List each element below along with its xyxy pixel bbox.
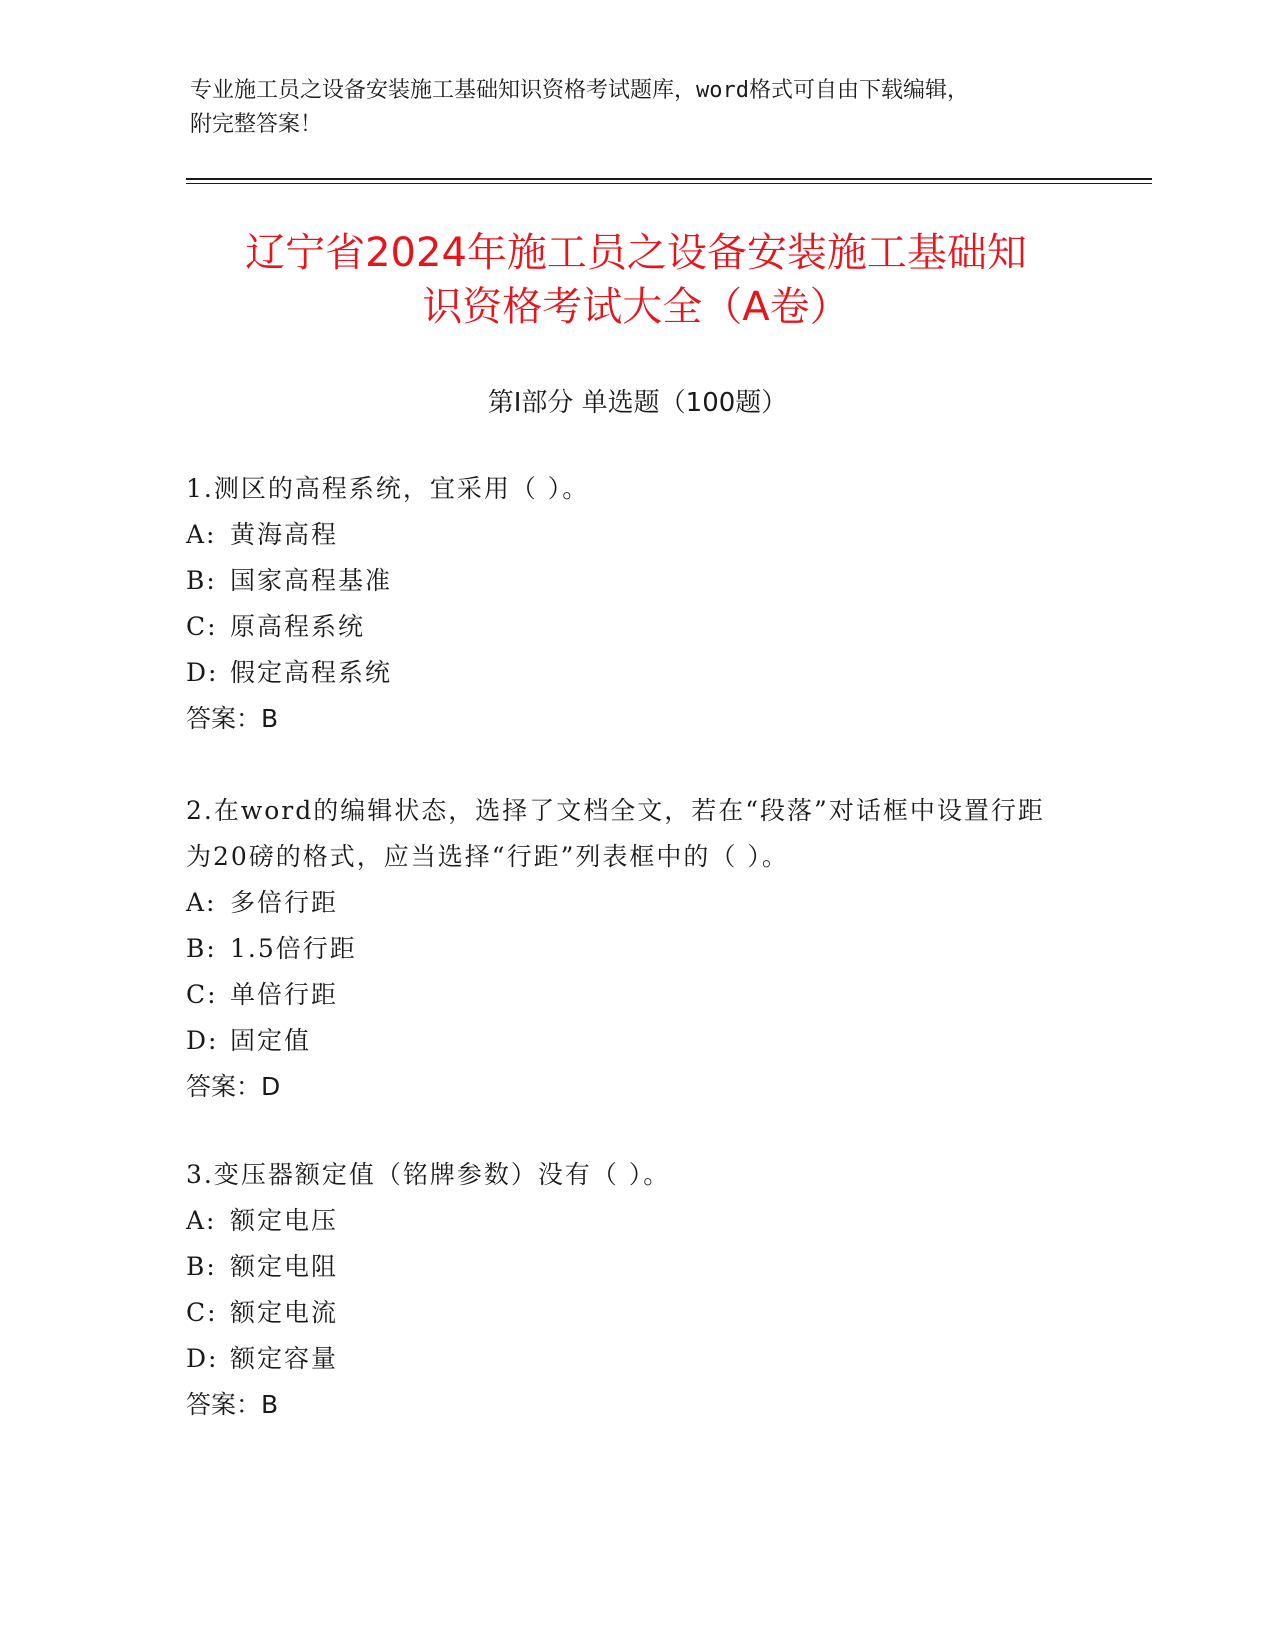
option-key: A:	[186, 888, 217, 917]
header-note-line1: 专业施工员之设备安装施工基础知识资格考试题库，word格式可自由下载编辑，	[190, 78, 969, 103]
option-a	[186, 512, 1086, 558]
option-text: 国家高程基准	[230, 566, 393, 595]
answer: 答案：B	[186, 704, 279, 733]
document-title	[186, 226, 1086, 334]
option-text: 多倍行距	[230, 888, 339, 917]
option-text: 额定容量	[230, 1344, 339, 1373]
option-text: 单倍行距	[230, 980, 339, 1009]
option-d	[186, 650, 1086, 696]
option-key: B:	[186, 934, 217, 963]
option-d	[186, 1018, 1066, 1064]
question-3	[186, 1152, 1086, 1428]
option-text: 黄海高程	[230, 520, 339, 549]
option-key: A:	[186, 520, 217, 549]
option-text: 原高程系统	[230, 612, 366, 641]
option-key: A:	[186, 1206, 217, 1235]
option-b	[186, 1244, 1086, 1290]
section-heading: 第Ⅰ部分 单选题（100题）	[487, 388, 788, 418]
header-note-line2: 附完整答案！	[190, 112, 323, 137]
option-c	[186, 972, 1066, 1018]
question-2	[186, 788, 1066, 1110]
question-text: 1.测区的高程系统，宜采用（ ）。	[186, 474, 590, 503]
option-text: 额定电压	[230, 1206, 339, 1235]
header-divider-thick	[186, 178, 1152, 180]
option-key: C:	[186, 1298, 218, 1327]
header-note	[190, 74, 1070, 142]
answer: 答案：B	[186, 1390, 279, 1419]
header-divider-thin	[186, 183, 1152, 184]
option-b	[186, 926, 1066, 972]
option-a	[186, 1198, 1086, 1244]
document-title-line1: 辽宁省2024年施工员之设备安装施工基础知	[245, 230, 1027, 276]
document-title-line2: 识资格考试大全（A卷）	[422, 284, 850, 330]
option-key: B:	[186, 566, 217, 595]
option-key: B:	[186, 1252, 217, 1281]
option-c	[186, 604, 1086, 650]
option-key: C:	[186, 612, 218, 641]
option-b	[186, 558, 1086, 604]
question-text: 2.在word的编辑状态，选择了文档全文，若在“段落”对话框中设置行距为20磅的格式，应当选择“行距”列表框中的（ ）。	[186, 796, 1045, 871]
option-key: C:	[186, 980, 218, 1009]
option-c	[186, 1290, 1086, 1336]
option-text: 假定高程系统	[230, 658, 393, 687]
option-text: 额定电阻	[230, 1252, 339, 1281]
answer: 答案：D	[186, 1072, 281, 1101]
option-d	[186, 1336, 1086, 1382]
option-key: D:	[186, 1344, 219, 1373]
question-text: 3.变压器额定值（铭牌参数）没有（ ）。	[186, 1160, 671, 1189]
option-text: 1.5倍行距	[230, 934, 357, 963]
option-a	[186, 880, 1066, 926]
option-key: D:	[186, 658, 219, 687]
option-text: 额定电流	[230, 1298, 339, 1327]
option-key: D:	[186, 1026, 219, 1055]
option-text: 固定值	[230, 1026, 312, 1055]
question-1	[186, 466, 1086, 742]
